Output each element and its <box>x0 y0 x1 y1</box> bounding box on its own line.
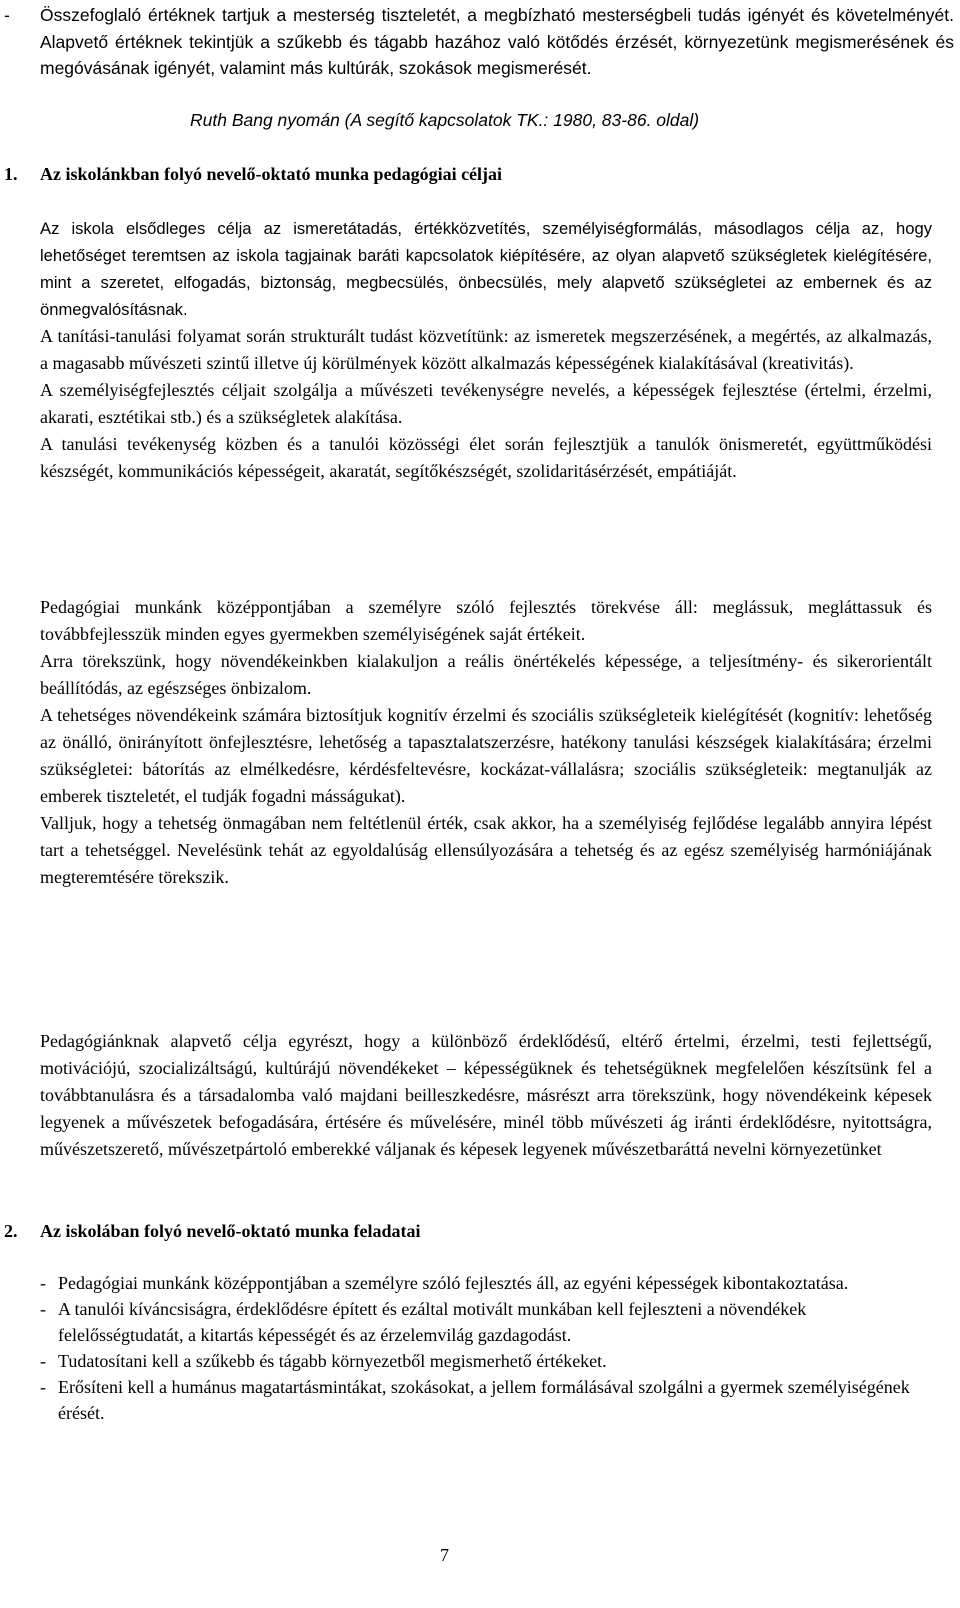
bullet-dash: - <box>4 5 10 25</box>
list-item <box>40 1374 920 1426</box>
list-item <box>40 1348 920 1374</box>
section-2-title: Az iskolában folyó nevelő-oktató munka feladatai <box>40 1221 421 1241</box>
list-dash: - <box>40 1377 46 1397</box>
list-item-text: A tanulói kíváncsiságra, érdeklődésre épített és ezáltal motivált munkában kell fejleszteni a növendékek felelősségtudatát, a kitartás képességét és az érzelemvilág gazdagodást. <box>58 1299 807 1345</box>
intro-bullet <box>4 2 954 82</box>
section-1-body-b <box>40 594 932 891</box>
paragraph-learning-activity: A tanulási tevékenység közben és a tanulói közösségi élet során fejlesztjük a tanulók önismeretét, együttműködési készségét, kommunikációs képességeit, akaratát, segítőkészségét, szolidaritásérzését, empátiáját. <box>40 434 932 481</box>
list-item-text: Pedagógiai munkánk középpontjában a személyre szóló fejlesztés áll, az egyéni képességek kibontakoztatása. <box>58 1273 849 1293</box>
paragraph-personality-development: A személyiségfejlesztés céljait szolgálja a művészeti tevékenységre nevelés, a képességek fejlesztése (értelmi, érzelmi, akarati, esztétikai stb.) és a szükségletek alakítása. <box>40 380 932 427</box>
section-1-body-a <box>40 215 932 485</box>
paragraph-self-esteem: Arra törekszünk, hogy növendékeinkben kialakuljon a reális önértékelés képessége, a teljesítmény- és sikerorientált beállítódás, az egészséges önbizalom. <box>40 651 932 698</box>
section-1-heading <box>4 161 502 187</box>
list-item <box>40 1296 920 1348</box>
paragraph-talent-value: Valljuk, hogy a tehetség önmagában nem feltétlenül érték, csak akkor, ha a személyiség fejlődése legalább annyira lépést tart a tehetséggel. Nevelésünk tehát az egyoldalúság ellensúlyozására a tehetség és az egész személyiség harmóniájának megteremtésére törekszik. <box>40 813 932 887</box>
list-item-text: Erősíteni kell a humánus magatartásmintákat, szokásokat, a jellem formálásával szolgálni a gyermek személyiségének érését. <box>58 1377 910 1423</box>
list-dash: - <box>40 1273 46 1293</box>
paragraph-pedagogy-goal: Pedagógiánknak alapvető célja egyrészt, hogy a különböző érdeklődésű, eltérő értelmi, érzelmi, testi fejlettségű, motivációjú, szocializáltságú, kultúrájú növendékeket – képességüknek és tehetségüknek megfelelően készítsünk fel a továbbtanulásra és a társadalomba való majdani beilleszkedésre, másrészt arra törekszünk, hogy növendékeink képesek legyenek a művészetek befogadására, értésére és művelésére, minél több művészeti ág iránti érdeklődésre, nyitottságra, művészetszerető, művészetpártoló emberekké váljanak és képesek legyenek művészetbaráttá nevelni környezetünket <box>40 1031 932 1159</box>
section-1-number: 1. <box>4 164 18 184</box>
section-2-heading <box>4 1218 421 1244</box>
list-dash: - <box>40 1351 46 1371</box>
paragraph-pedagogical-focus: Pedagógiai munkánk középpontjában a személyre szóló fejlesztés törekvése áll: meglássuk, megláttassuk és továbbfejlesszük minden egyes gyermekben személyiségének saját értékeit. <box>40 597 932 644</box>
section-1-body-c <box>40 1028 932 1163</box>
section-2-task-list <box>40 1270 920 1426</box>
paragraph-learning-process: A tanítási-tanulási folyamat során strukturált tudást közvetítünk: az ismeretek megszerzésének, a megértés, az alkalmazás, a magasabb művészeti szintű illetve új körülmények között alkalmazás képességének kialakításával (kreativitás). <box>40 326 932 373</box>
list-item <box>40 1270 920 1296</box>
page-number: 7 <box>440 1545 449 1565</box>
citation: Ruth Bang nyomán (A segítő kapcsolatok TK.: 1980, 83-86. oldal) <box>190 110 700 130</box>
section-1-title: Az iskolánkban folyó nevelő-oktató munka pedagógiai céljai <box>40 164 503 184</box>
list-item-text: Tudatosítani kell a szűkebb és tágabb környezetből megismerhető értékeket. <box>58 1351 607 1371</box>
paragraph-talented-students: A tehetséges növendékeink számára biztosítjuk kognitív érzelmi és szociális szükségleteik kielégítését (kognitív: lehetőség az önálló, önirányított önfejlesztésre, lehetőség a tapasztalatszerzésre, hatékony tanulási készségek kialakítására; érzelmi szükségletei: bátorítás az elmélkedésre, kérdésfeltevésre, kockázat-vállalásra; szociális szükségleteik: megtanulják az emberek tiszteletét, el tudják fogadni másságukat). <box>40 705 932 806</box>
paragraph-goals: Az iskola elsődleges célja az ismeretátadás, értékközvetítés, személyiségformálás, másodlagos célja az, hogy lehetőséget teremtsen az iskola tagjainak baráti kapcsolatok kiépítésére, az olyan alapvető szükségletek kielégítésére, mint a szeretet, elfogadás, biztonság, megbecsülés, önbecsülés, mely alapvető szükségletei az embernek és az önmegvalósításnak. <box>40 219 932 319</box>
list-dash: - <box>40 1299 46 1319</box>
section-2-number: 2. <box>4 1221 18 1241</box>
intro-bullet-text: Összefoglaló értéknek tartjuk a mesterség tiszteletét, a megbízható mesterségbeli tudás igényét és követelményét. Alapvető értéknek tekintjük a szűkebb és tágabb hazához való kötődés érzését, környezetünk megismerésének és megóvásának igényét, valamint más kultúrák, szokások megismerését. <box>40 5 954 78</box>
